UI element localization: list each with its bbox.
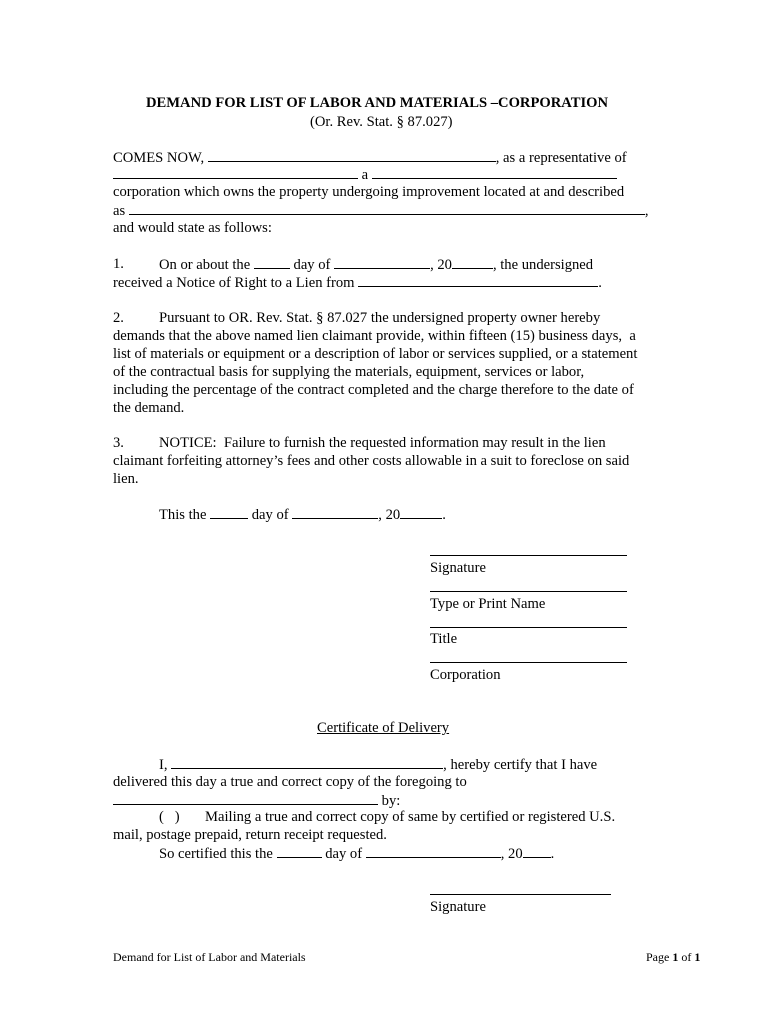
page-number — [646, 948, 700, 966]
certified-day-field[interactable] — [277, 844, 322, 858]
representative-title-field[interactable] — [113, 165, 358, 179]
certificate-line-1 — [159, 755, 597, 774]
certified-year-field[interactable] — [523, 844, 551, 858]
para2-line: list of materials or equipment or a description of labor or services supplied, or a statement — [113, 346, 638, 362]
hereby-certify-text: , hereby certify that I have — [443, 757, 598, 773]
para1-line-1 — [159, 255, 593, 274]
representative-name-field[interactable] — [208, 148, 496, 162]
comes-now-text: COMES NOW, — [113, 150, 205, 166]
notice-month-field[interactable] — [334, 255, 430, 269]
mailing-option-text: Mailing a true and correct copy of same by certified or registered U.S. — [205, 809, 616, 825]
state-follows-text: and would state as follows: — [113, 220, 272, 236]
comma-20-text: , 20 — [430, 257, 452, 273]
dated-month-field[interactable] — [292, 505, 378, 519]
certified-month-field[interactable] — [366, 844, 501, 858]
para3-line: lien. — [113, 471, 139, 487]
para1-line-2 — [113, 273, 602, 292]
certificate-signature-label: Signature — [430, 899, 486, 915]
page-total: 1 — [694, 950, 701, 964]
undersigned-text: , the undersigned — [492, 257, 594, 273]
para3-first-line: NOTICE: Failure to furnish the requested information may result in the lien — [159, 435, 606, 451]
property-description-field[interactable] — [129, 201, 645, 215]
on-or-about-text: On or about the — [159, 257, 251, 273]
received-notice-text: received a Notice of Right to a Lien from — [113, 275, 355, 291]
as-text: as — [113, 203, 126, 219]
title-line[interactable] — [430, 627, 627, 628]
intro-line-3: corporation which owns the property undergoing improvement located at and described — [113, 184, 625, 200]
notice-year-field[interactable] — [452, 255, 493, 269]
mailing-checkbox[interactable]: ( ) — [159, 809, 180, 825]
notice-day-field[interactable] — [254, 255, 290, 269]
printed-name-line[interactable] — [430, 591, 627, 592]
printed-name-label: Type or Print Name — [430, 596, 546, 612]
para2-line: demands that the above named lien claimant provide, within fifteen (15) business days, a — [113, 328, 636, 344]
intro-line-4 — [113, 201, 648, 220]
para3-number: 3. — [113, 435, 124, 451]
as-rep-text: , as a representative of — [495, 150, 627, 166]
period-text: . — [550, 846, 555, 862]
para2-line: the demand. — [113, 400, 185, 416]
statute-reference: (Or. Rev. Stat. § 87.027) — [310, 114, 453, 130]
this-the-text: This the — [159, 507, 207, 523]
recipient-field[interactable] — [113, 791, 378, 805]
dated-year-field[interactable] — [400, 505, 442, 519]
corporation-line[interactable] — [430, 662, 627, 663]
para2-line: including the percentage of the contract completed and the charge therefore to the date of — [113, 382, 634, 398]
title-label: Title — [430, 631, 458, 647]
intro-line-2 — [113, 165, 617, 184]
page-current: 1 — [672, 950, 679, 964]
page-label: Page — [646, 950, 670, 964]
certificate-signature-line[interactable] — [430, 894, 611, 895]
signature-line[interactable] — [430, 555, 627, 556]
certifier-name-field[interactable] — [171, 755, 443, 769]
corporation-name-field[interactable] — [372, 165, 617, 179]
period-text: . — [442, 507, 446, 523]
i-text: I, — [159, 757, 168, 773]
dated-day-field[interactable] — [210, 505, 248, 519]
document-title: DEMAND FOR LIST OF LABOR AND MATERIALS –CORPORATION — [146, 95, 609, 111]
para2-line: of the contractual basis for supplying the materials, equipment, services or labor, — [113, 364, 585, 380]
period-text: . — [598, 275, 602, 291]
dated-line — [159, 505, 446, 524]
certificate-line-2: delivered this day a true and correct copy of the foregoing to — [113, 774, 467, 790]
mailing-option-text-2: mail, postage prepaid, return receipt requested. — [113, 827, 387, 843]
lien-claimant-field[interactable] — [358, 273, 598, 287]
para2-number: 2. — [113, 310, 124, 326]
certificate-heading: Certificate of Delivery — [317, 720, 450, 736]
day-of-text: day of — [325, 846, 363, 862]
by-text: by: — [381, 793, 401, 809]
corporation-label: Corporation — [430, 667, 501, 683]
a-text: a — [361, 167, 369, 183]
page-of: of — [681, 950, 692, 964]
comma-20-text: , 20 — [378, 507, 401, 523]
day-of-text: day of — [293, 257, 331, 273]
so-certified-text: So certified this the — [159, 846, 273, 862]
signature-label: Signature — [430, 560, 486, 576]
comma-20-text: , 20 — [500, 846, 523, 862]
para2-first-line: Pursuant to OR. Rev. Stat. § 87.027 the undersigned property owner hereby — [159, 310, 601, 326]
footer-title: Demand for List of Labor and Materials — [113, 950, 306, 964]
para1-number: 1. — [113, 256, 124, 272]
day-of-text: day of — [251, 507, 289, 523]
so-certified-line — [159, 844, 554, 863]
para3-line: claimant forfeiting attorney’s fees and other costs allowable in a suit to foreclose on said — [113, 453, 630, 469]
comma-text: , — [644, 203, 649, 219]
